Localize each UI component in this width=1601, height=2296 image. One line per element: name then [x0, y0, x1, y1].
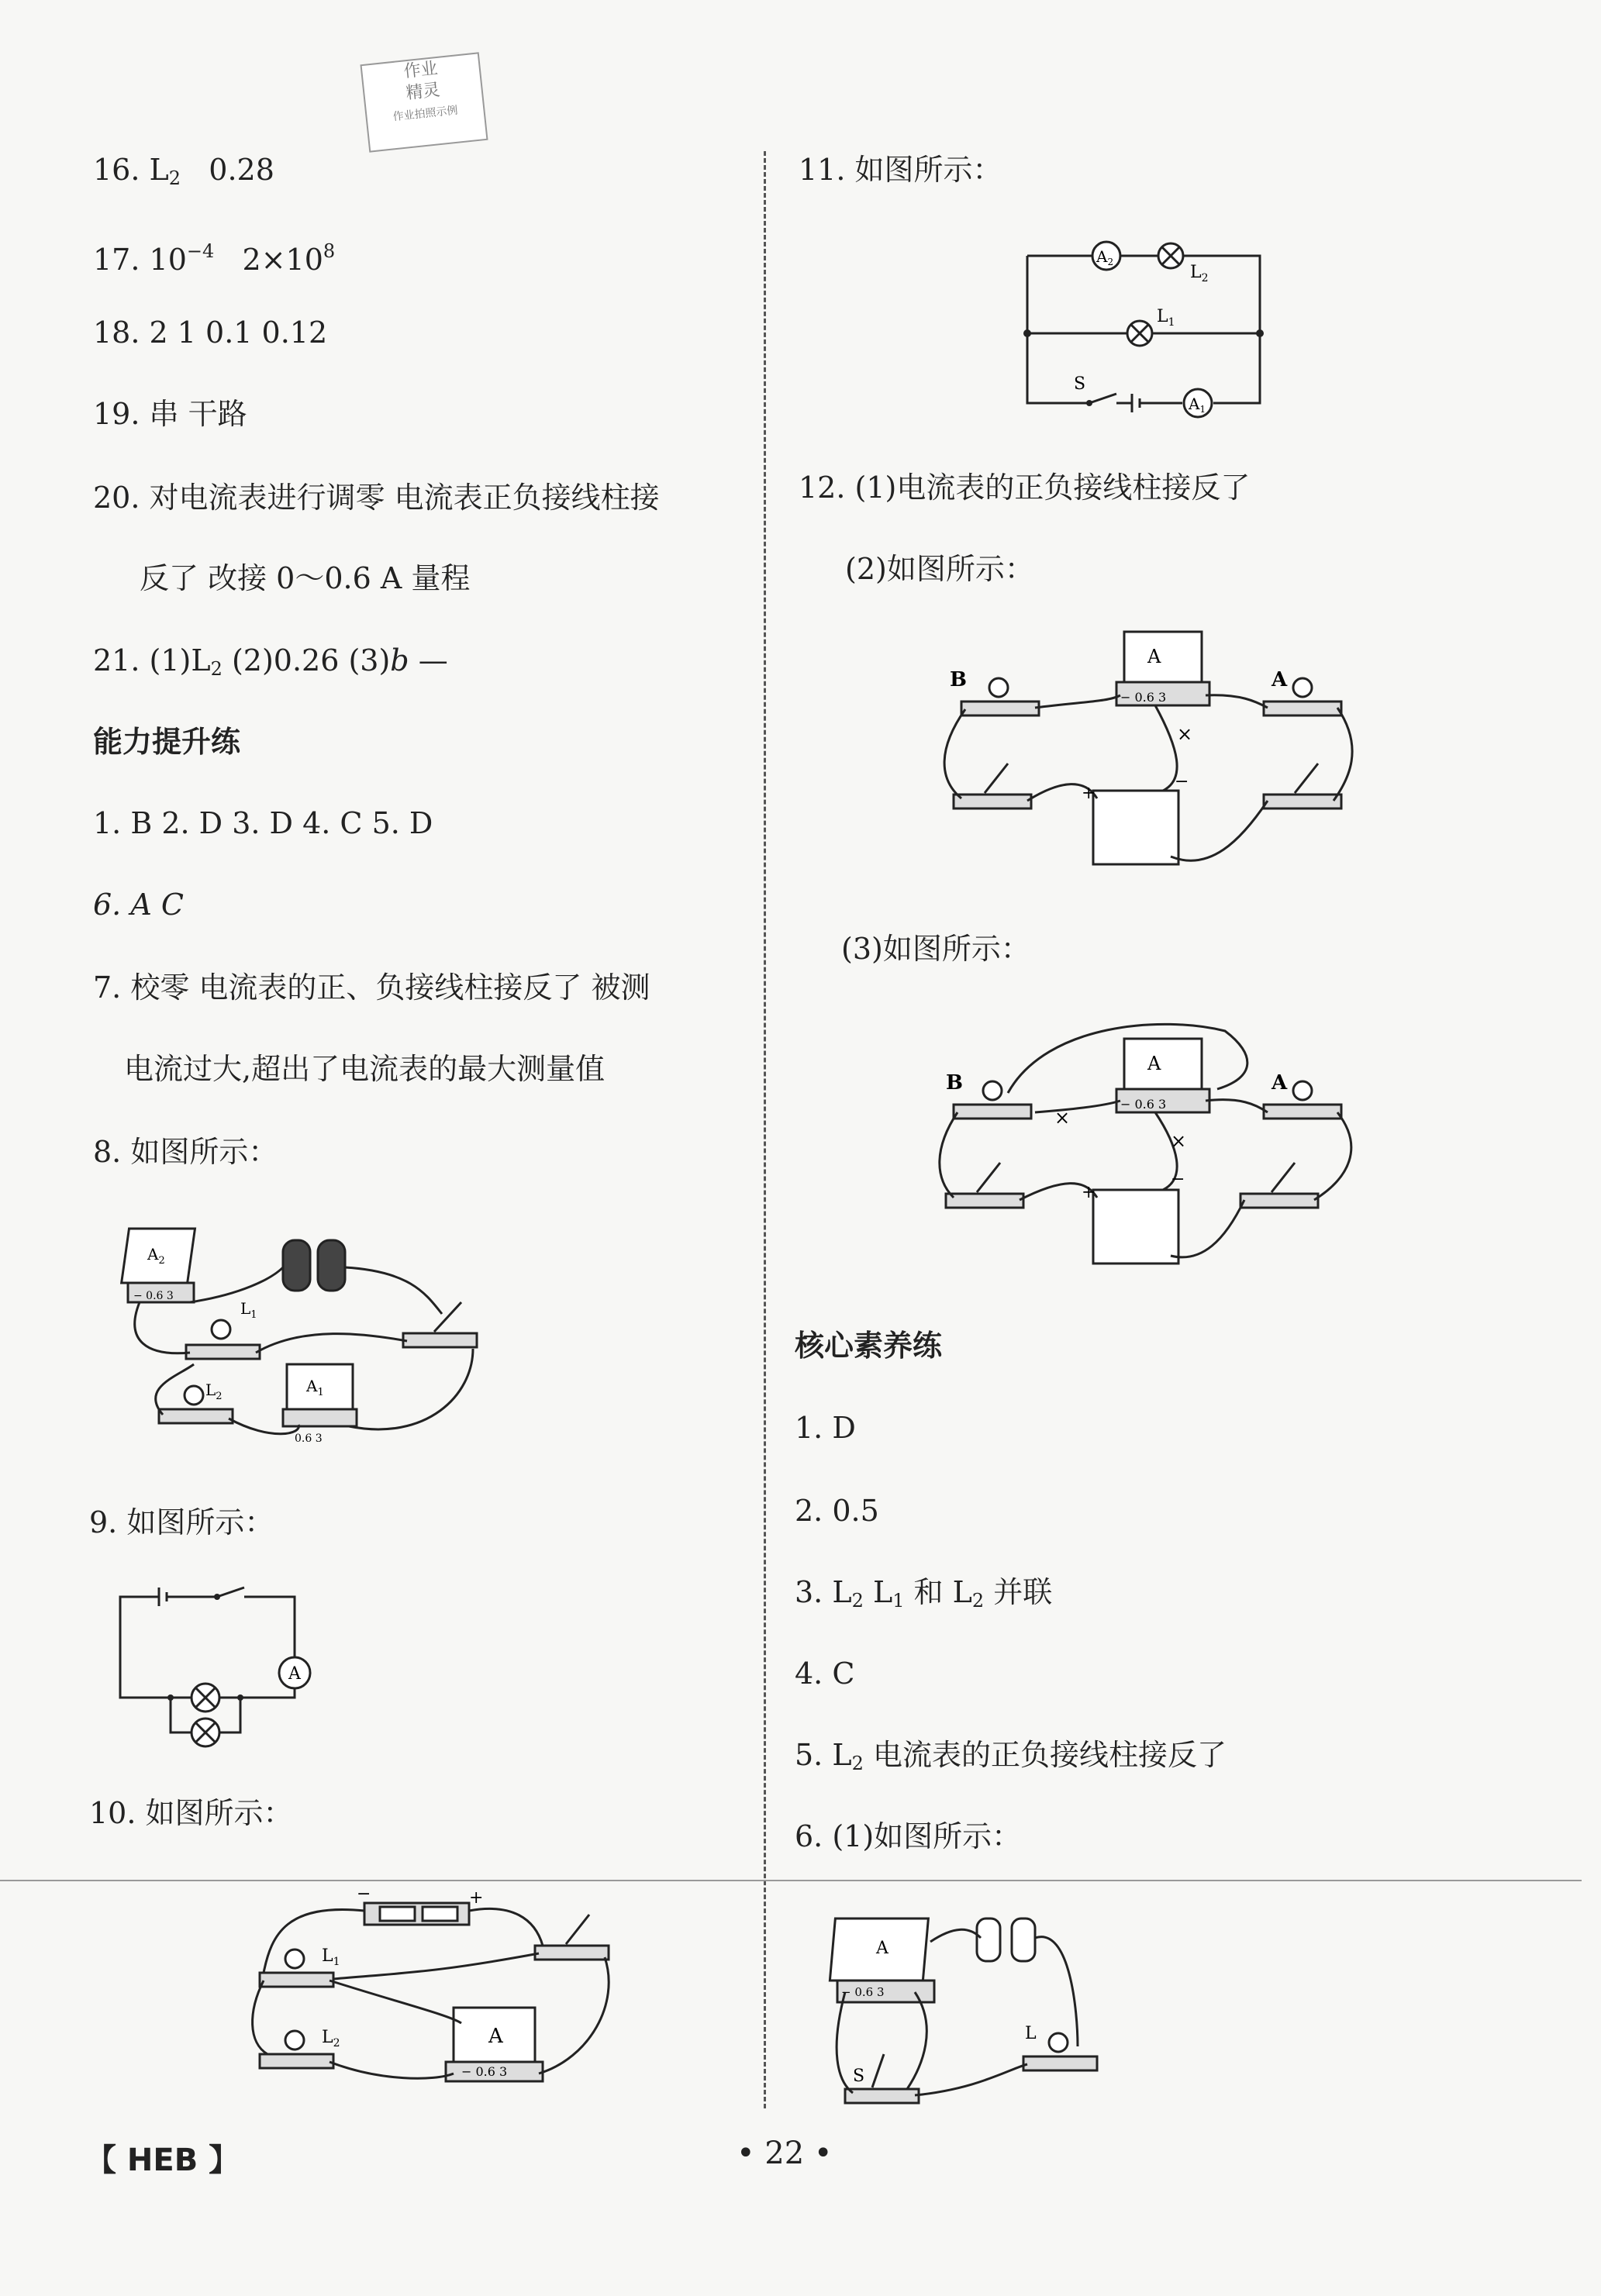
d8-a1-label: $A_1$: [306, 1377, 324, 1398]
answer-7-line1: 7. 校零 电流表的正、负接线柱接反了 被测: [93, 970, 650, 1005]
stamp-line: 作业拍照示例: [392, 104, 459, 124]
answer-18: 18. 2 1 0.1 0.12: [93, 315, 328, 350]
footer-label: 【 HEB 】: [85, 2143, 240, 2178]
d11-s-label: S: [1074, 374, 1086, 394]
d12b-plus: +: [1082, 1183, 1096, 1202]
d12-plus: +: [1082, 784, 1096, 803]
answer-20-line1: 20. 对电流表进行调零 电流表正负接线柱接: [93, 481, 660, 515]
answer-9: 9. 如图所示：: [89, 1505, 274, 1539]
d11-a2-label: $A_2$: [1096, 247, 1114, 267]
answer-10: 10. 如图所示：: [89, 1796, 293, 1830]
d8-scale-2: 0.6 3: [295, 1432, 323, 1445]
d10-scale: − 0.6 3: [461, 2064, 508, 2079]
figure-12-3-circuit: [930, 1008, 1365, 1279]
d12b-scale: − 0.6 3: [1120, 1097, 1167, 1112]
d12-cross: ×: [1177, 723, 1193, 745]
figure-12-2-circuit: [930, 624, 1365, 880]
horizontal-divider: [0, 1880, 1582, 1881]
column-divider: [764, 151, 766, 2108]
d12b-minus: −: [1171, 1170, 1185, 1189]
d11-l1-label: $L_1$: [1157, 307, 1175, 329]
d6-s-label: S: [853, 2067, 865, 2086]
d8-l2-label: $L_2$: [205, 1381, 223, 1402]
answer-8: 8. 如图所示：: [93, 1135, 278, 1169]
d10-minus: −: [357, 1887, 371, 1904]
d8-a2-label: $A_2$: [147, 1245, 165, 1267]
answer-12-2: (2)如图所示：: [845, 552, 1034, 586]
figure-9-circuit: [116, 1581, 326, 1767]
figure-10-circuit: [248, 1887, 636, 2097]
answer-6: 6. A C: [93, 888, 184, 922]
core-answer-5: 5. $L_2$ 电流表的正负接线柱接反了: [795, 1738, 1227, 1774]
section-heading-ability: 能力提升练: [93, 725, 241, 759]
d8-scale-1: − 0.6 3: [133, 1290, 174, 1302]
d12-minus: −: [1175, 772, 1189, 791]
d12-meter-label: A: [1147, 646, 1161, 667]
page-number: • 22 •: [737, 2136, 833, 2171]
stamp-line: 精灵: [405, 80, 441, 104]
d9-ammeter-label: A: [288, 1664, 301, 1684]
d12-scale: − 0.6 3: [1120, 690, 1167, 705]
d12b-cross-1: ×: [1054, 1107, 1071, 1129]
watermark-stamp: [360, 52, 488, 152]
core-answer-2: 2. 0.5: [795, 1494, 879, 1528]
section-heading-core: 核心素养练: [795, 1329, 943, 1363]
d11-l2-label: $L_2$: [1190, 263, 1209, 284]
answers-1-5: 1. B 2. D 3. D 4. C 5. D: [93, 806, 433, 840]
core-answer-6: 6. (1)如图所示：: [795, 1819, 1022, 1853]
d10-plus: +: [469, 1888, 484, 1908]
answer-21: 21. $(1)L_2$ (2)0.26 (3)b —: [93, 643, 448, 680]
stamp-line: 作业: [402, 58, 439, 82]
answer-12-3: (3)如图所示：: [841, 932, 1030, 966]
d10-l2-label: $L_2$: [322, 2028, 340, 2050]
answer-7-line2: 电流过大,超出了电流表的最大测量值: [124, 1052, 606, 1086]
d12b-b-label: B: [946, 1071, 963, 1095]
answer-19: 19. 串 干路: [93, 397, 247, 431]
d8-l1-label: $L_1$: [240, 1299, 257, 1321]
core-answer-4: 4. C: [795, 1656, 855, 1691]
d12b-cross-2: ×: [1171, 1130, 1187, 1152]
d12b-meter-label: A: [1147, 1053, 1161, 1074]
d10-meter-label: A: [488, 2025, 503, 2048]
d6-l-label: L: [1025, 2024, 1037, 2043]
answer-11: 11. 如图所示：: [799, 153, 1002, 187]
figure-core-6-circuit: [822, 1895, 1116, 2120]
d10-l1-label: $L_1$: [322, 1946, 340, 1968]
answer-12-1: 12. (1)电流表的正负接线柱接反了: [799, 471, 1251, 505]
d12-b-label: B: [950, 668, 967, 691]
d6-meter-label: A: [876, 1939, 888, 1958]
figure-8-circuit: [116, 1209, 488, 1465]
answer-20-line2: 反了 改接 0～0.6 A 量程: [140, 561, 471, 595]
d12b-a-label: A: [1271, 1071, 1288, 1095]
answer-16: 16. $L_2$ 0.28: [93, 153, 274, 189]
core-answer-3: 3. $L_2$ $L_1$ 和 $L_2$ 并联: [795, 1575, 1053, 1612]
d12-a-label: A: [1271, 668, 1288, 691]
answer-17: 17. $10^{-4}$ $2\times 10^8$: [93, 240, 336, 277]
figure-11-circuit: [1016, 225, 1271, 426]
d11-a1-label: $A_1$: [1189, 395, 1206, 415]
core-answer-1: 1. D: [795, 1411, 856, 1445]
d6-scale: − 0.6 3: [841, 1985, 885, 1999]
